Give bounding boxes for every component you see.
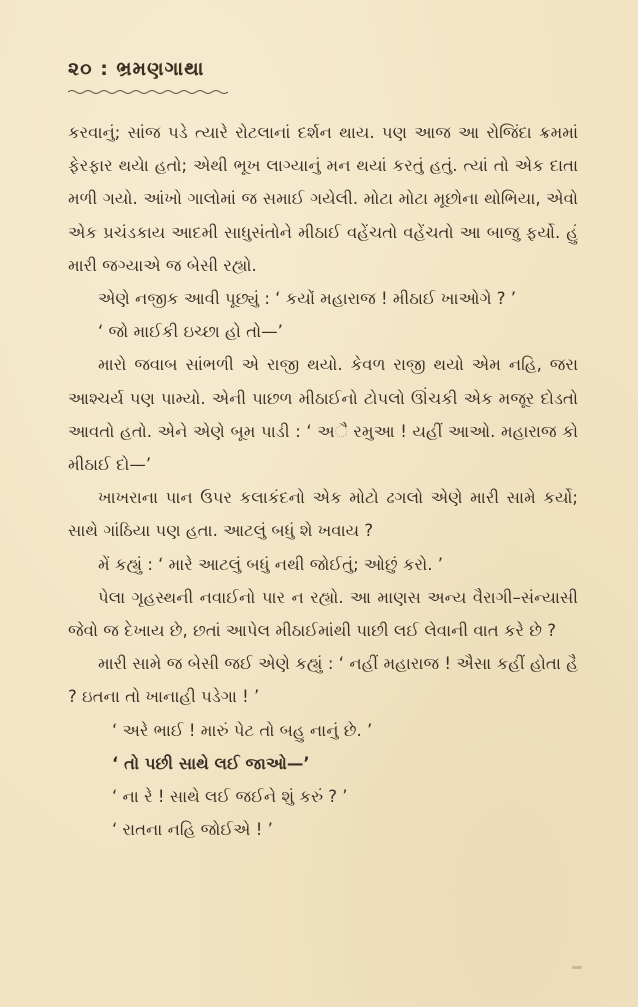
dialogue-line: ‘ અરે ભાઈ ! મારું પેટ તો બહુ નાનું છે. ’ (112, 720, 373, 740)
paragraph: ખાખરાના પાન ઉપર કલાકંદનો એક મોટો ઢગલો એણે મારી સામે કર્યો; સાથે ગાંઠિયા પણ હતા. આટલું બધું શે ખવાય ? (68, 488, 578, 541)
paragraph: ‘ જો માઈકી ઇચ્છા હો તો—’ (98, 322, 283, 342)
wavy-underline (68, 89, 228, 95)
paragraph: કરવાનું; સાંજ પડે ત્યારે રોટલાનાં દર્શન થાય. પણ આજ આ રોજિંદા ક્રમમાં ફેરફાર થયેા હતો; એથી ભૂખ લાગ્યાનું મન થયાં કરતું હતું. ત્યાં તો એક દાતા મળી ગયો. આંખો ગાલોમાં જ સમાઈ ગયેલી. મોટા મોટા મૂછોના થોભિયા, એવો એક પ્રચંડકાય આદમી સાધુસંતોને મીઠાઈ વહેંચતો વહેંચતો આ બાજુ ફર્યો. હું મારી જગ્યાએ જ બેસી રહ્યો. (68, 123, 578, 275)
paragraph: એણે નજીક આવી પૂછ્યું : ‘ કયોં મહારાજ ! મીઠાઈ ખાઓગે ? ’ (98, 289, 517, 309)
dialogue-line: ‘ રાતના નહિ જોઈએ ! ’ (112, 820, 273, 840)
paragraph: મેં કહ્યું : ‘ મારે આટલું બધું નથી જોઈતું; ઓછું કરો. ’ (98, 554, 443, 574)
dialogue-line: ‘ ના રે ! સાથે લઈ જઈને શું કરું ? ’ (112, 787, 348, 807)
paragraph: મારો જવાબ સાંભળી એ રાજી થયો. કેવળ રાજી થયો એમ નહિ, જરા આશ્ચર્ય પણ પામ્યો. એની પાછળ મીઠાઈનો ટોપલો ઊંચકી એક મજૂર દોડતો આવતો હતો. એને એણે બૂમ પાડી : ‘ અૈ રમુઆ ! યહીં આઓ. મહારાજ કો મીઠાઈ દો—’ (68, 355, 578, 475)
paragraph: મારી સામે જ બેસી જઈ એણે કહ્યું : ‘ નહીં મહારાજ ! ઐસા કહીં હોતા હૈ ? ઇતના તો ખાનાહી પડેગા ! ’ (68, 654, 578, 707)
dialogue-line: ‘ તો પછી સાથે લઈ જાઓ—’ (112, 753, 310, 773)
page-header (68, 58, 588, 99)
paragraph: પેલા ગૃહસ્થની નવાઈનો પાર ન રહ્યો. આ માણસ અન્ય વૈરાગી–સંન્યાસી જેવો જ દેખાય છે, છતાં આપેલ મીઠાઈમાંથી પાછી લઈ લેવાની વાત કરે છે ? (68, 587, 578, 641)
body-text (68, 116, 578, 846)
paper-speck (572, 966, 582, 969)
running-head: ૨૦ : ભ્રમણગાથા (68, 58, 205, 80)
